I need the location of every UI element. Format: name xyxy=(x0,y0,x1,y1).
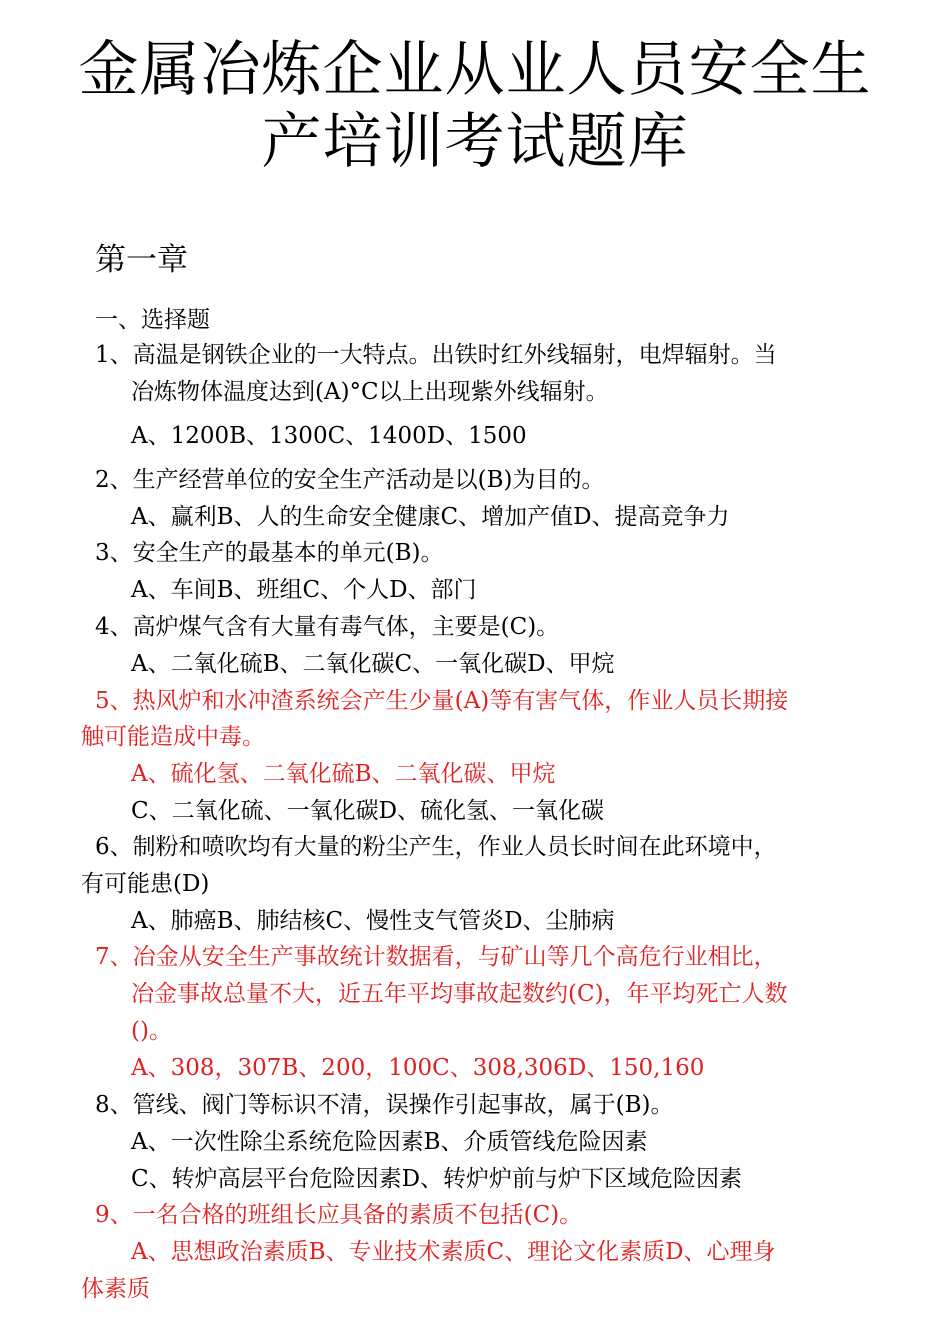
question-2: 2、生产经营单位的安全生产活动是以(B)为目的。 xyxy=(95,467,605,493)
question-6-line-1: 6、制粉和喷吹均有大量的粉尘产生，作业人员长时间在此环境中， xyxy=(95,834,777,860)
chapter-heading: 第一章 xyxy=(95,242,188,278)
document-title-line-2: 产培训考试题库 xyxy=(261,107,689,177)
question-7-line-3: ()。 xyxy=(131,1018,172,1044)
question-1-options: A、1200B、1300C、1400D、1500 xyxy=(131,423,527,449)
question-3-options: A、车间B、班组C、个人D、部门 xyxy=(131,577,477,603)
question-7-line-2: 冶金事故总量不大，近五年平均事故起数约(C)，年平均死亡人数 xyxy=(131,981,788,1007)
question-5-line-2: 触可能造成中毒。 xyxy=(81,724,265,750)
document-title-line-1: 金属冶炼企业从业人员安全生 xyxy=(78,35,872,105)
question-8: 8、管线、阀门等标识不清，误操作引起事故，属于(B)。 xyxy=(95,1092,674,1118)
question-1-line-1: 1、高温是钢铁企业的一大特点。出铁时红外线辐射，电焊辐射。当 xyxy=(95,342,777,368)
question-5-line-1: 5、热风炉和水冲渣系统会产生少量(A)等有害气体，作业人员长期接 xyxy=(95,688,789,714)
question-9-options-1: A、思想政治素质B、专业技术素质C、理论文化素质D、心理身 xyxy=(131,1239,776,1265)
question-2-options: A、赢利B、人的生命安全健康C、增加产值D、提高竞争力 xyxy=(131,504,730,530)
question-7-line-1: 7、冶金从安全生产事故统计数据看，与矿山等几个高危行业相比， xyxy=(95,944,777,970)
question-5-options-1: A、硫化氢、二氧化硫B、二氧化碳、甲烷 xyxy=(131,761,556,787)
question-5-options-2: C、二氧化硫、一氧化碳D、硫化氢、一氧化碳 xyxy=(131,798,605,824)
question-8-options-1: A、一次性除尘系统危险因素B、介质管线危险因素 xyxy=(131,1129,648,1155)
question-3: 3、安全生产的最基本的单元(B)。 xyxy=(95,540,444,566)
question-8-options-2: C、转炉高层平台危险因素D、转炉炉前与炉下区域危险因素 xyxy=(131,1166,743,1192)
question-9-options-2: 体素质 xyxy=(81,1276,150,1302)
question-9: 9、一名合格的班组长应具备的素质不包括(C)。 xyxy=(95,1202,583,1228)
question-6-options: A、肺癌B、肺结核C、慢性支气管炎D、尘肺病 xyxy=(131,908,615,934)
question-7-options: A、308，307B、200，100C、308,306D、150,160 xyxy=(131,1055,705,1081)
question-4-options: A、二氧化硫B、二氧化碳C、一氧化碳D、甲烷 xyxy=(131,651,615,677)
question-4: 4、高炉煤气含有大量有毒气体，主要是(C)。 xyxy=(95,614,560,640)
question-6-line-2: 有可能患(D) xyxy=(81,871,210,897)
question-1-line-2: 冶炼物体温度达到(A)°C以上出现紫外线辐射。 xyxy=(131,379,609,405)
section-heading: 一、选择题 xyxy=(95,307,210,333)
